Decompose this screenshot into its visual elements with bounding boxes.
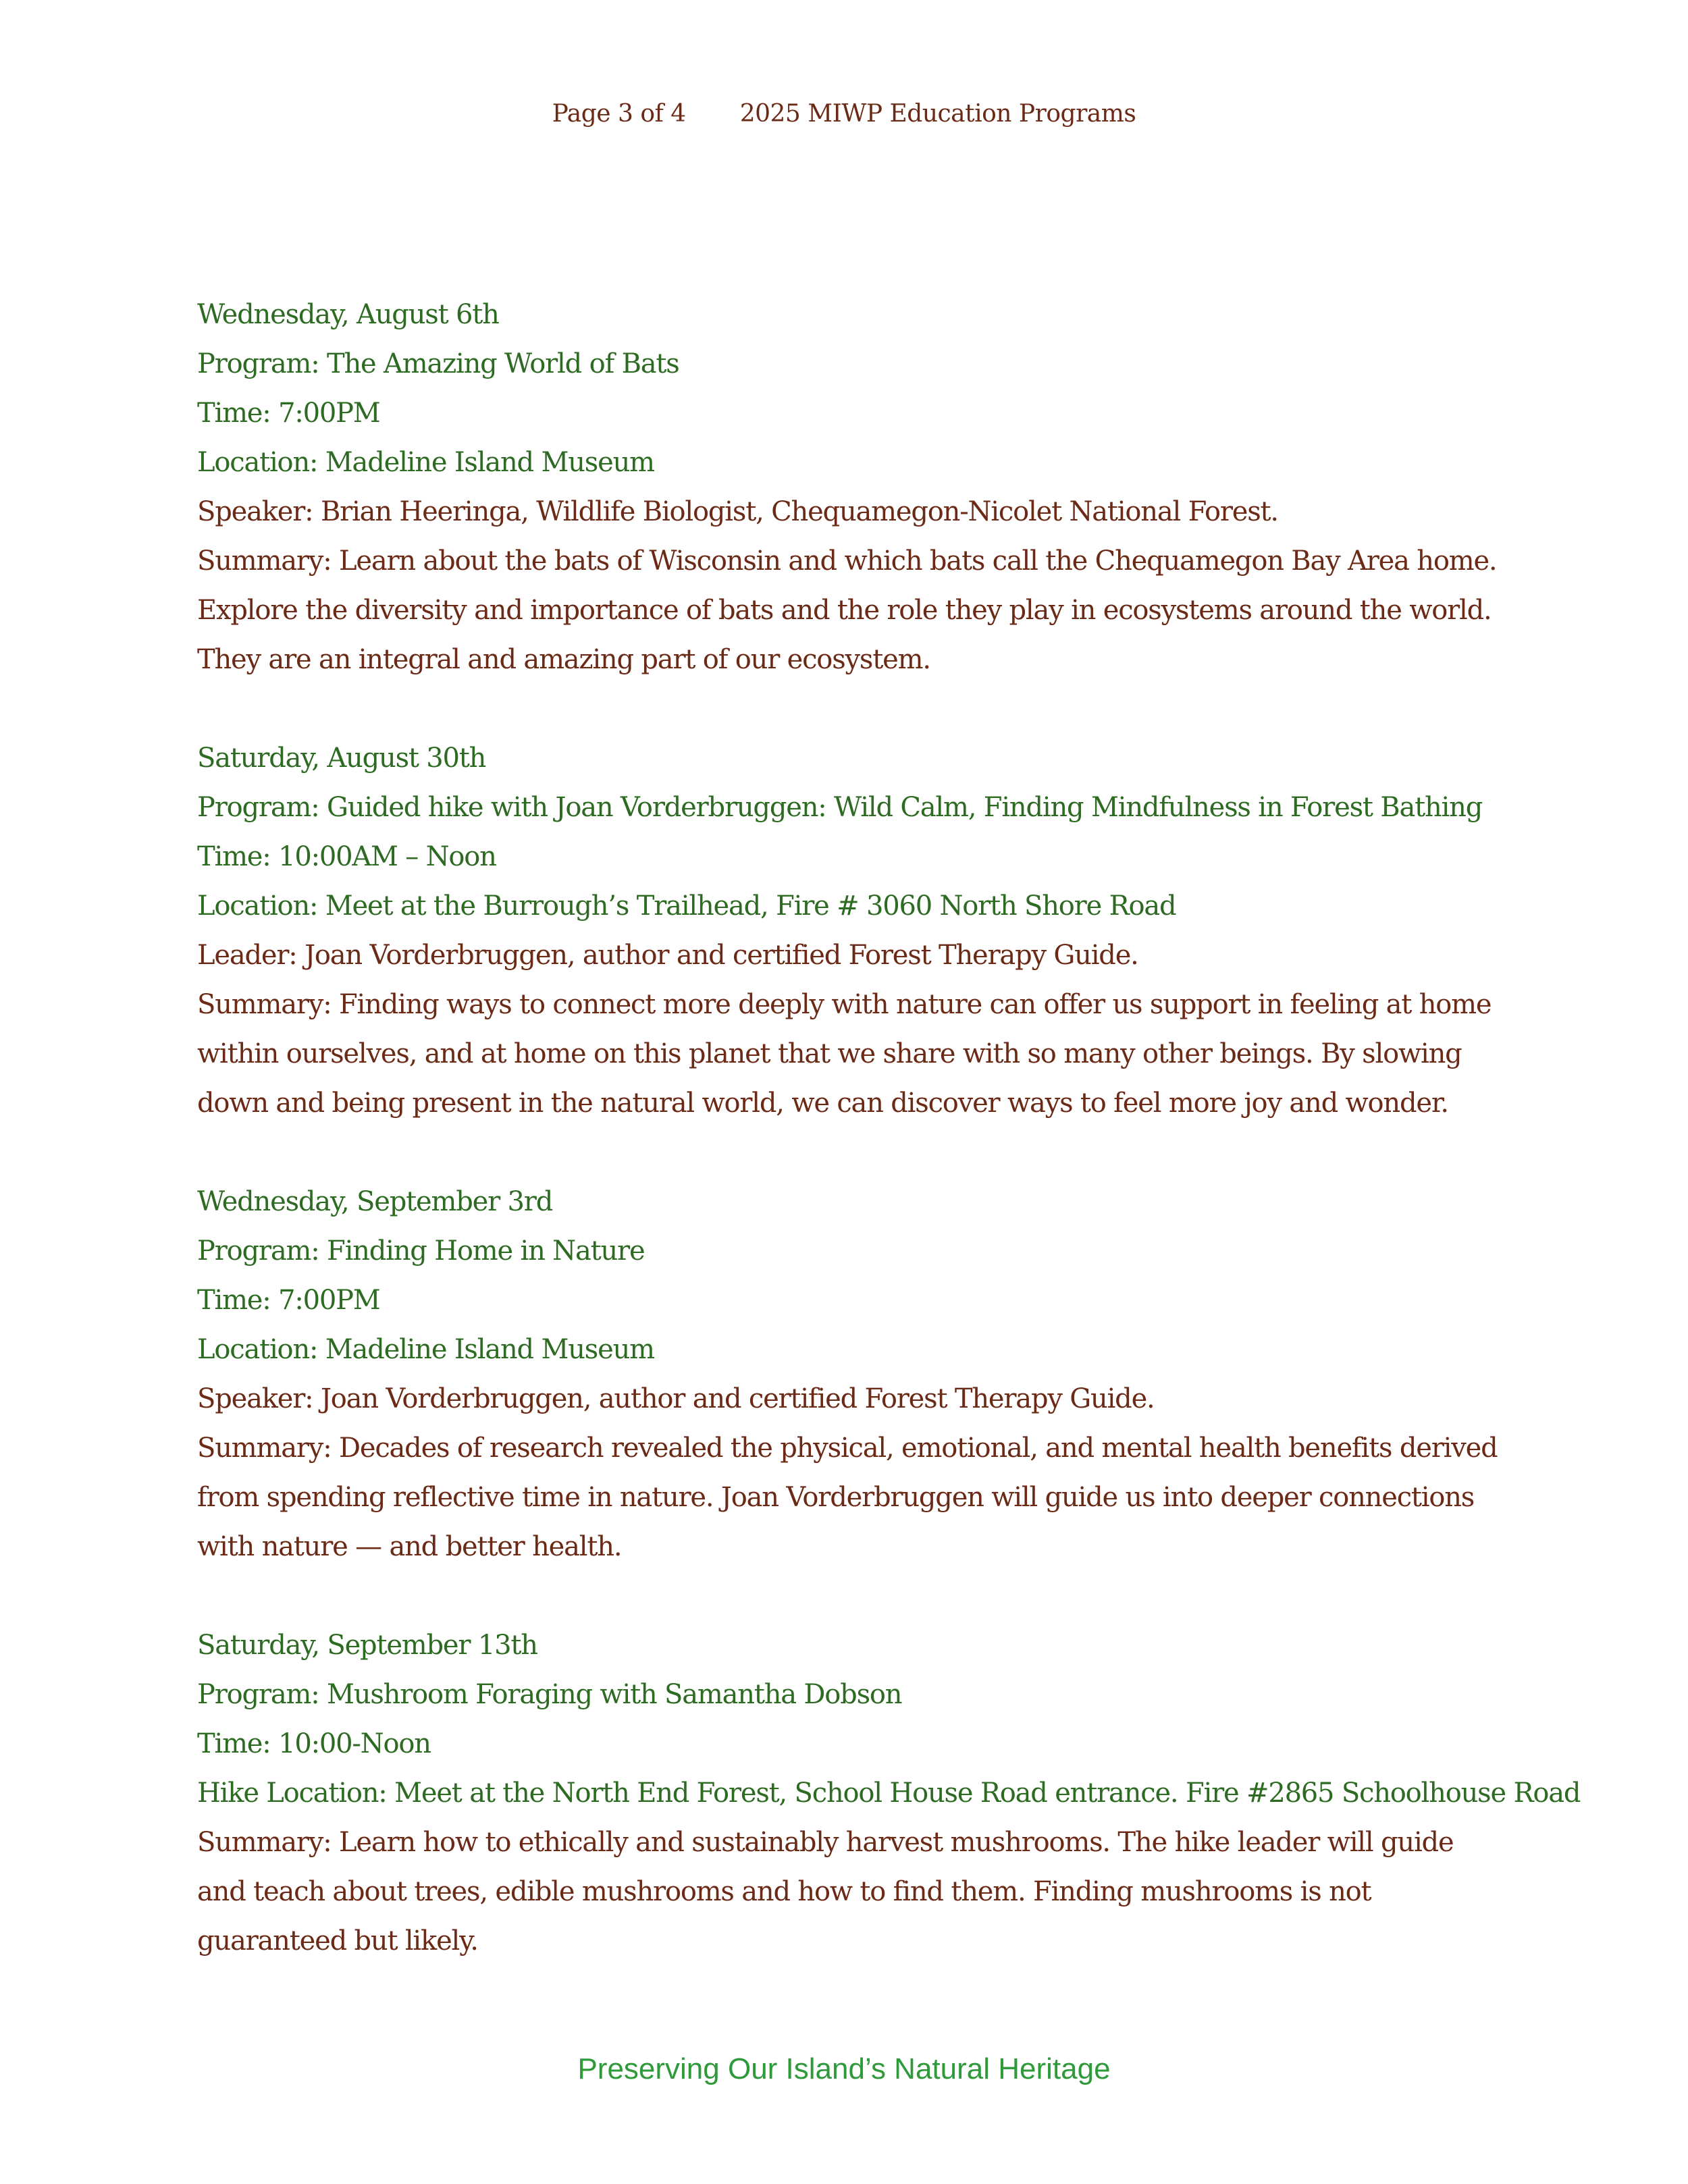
event-location: Location: Meet at the Burrough’s Trailhead, Fire # 3060 North Shore Road bbox=[197, 890, 1176, 922]
event-date: Saturday, September 13th bbox=[197, 1630, 537, 1661]
event-forest-bathing-hike bbox=[197, 734, 1507, 1128]
event-date: Wednesday, September 3rd bbox=[197, 1186, 553, 1217]
event-time: Time: 7:00PM bbox=[197, 1285, 380, 1316]
event-time: Time: 10:00-Noon bbox=[197, 1728, 431, 1759]
event-finding-home bbox=[197, 1177, 1507, 1572]
event-program: Program: The Amazing World of Bats bbox=[197, 348, 679, 379]
event-speaker: Speaker: Joan Vorderbruggen, author and certified Forest Therapy Guide. bbox=[197, 1383, 1155, 1414]
event-location: Location: Madeline Island Museum bbox=[197, 1334, 654, 1365]
event-mushroom-foraging bbox=[197, 1621, 1581, 1966]
event-location: Location: Madeline Island Museum bbox=[197, 447, 654, 478]
event-list bbox=[197, 290, 1581, 2015]
event-summary: Summary: Decades of research revealed the physical, emotional, and mental health benefits derived from spending reflective time in nature. Joan Vorderbruggen will guide us into deeper connections with nature — and better health. bbox=[197, 1433, 1498, 1562]
event-bats bbox=[197, 290, 1507, 685]
event-program: Program: Finding Home in Nature bbox=[197, 1235, 645, 1267]
event-date: Wednesday, August 6th bbox=[197, 299, 499, 330]
event-summary: Summary: Learn about the bats of Wisconsin and which bats call the Chequamegon Bay Area home. Explore the diversity and importance of bats and the role they play in ecosystems around the world. They are an integral and amazing part of our ecosystem. bbox=[197, 545, 1497, 675]
event-date: Saturday, August 30th bbox=[197, 743, 486, 774]
event-speaker: Speaker: Brian Heeringa, Wildlife Biologist, Chequamegon-Nicolet National Forest. bbox=[197, 496, 1278, 527]
event-summary: Summary: Finding ways to connect more deeply with nature can offer us support in feeling at home within ourselves, and at home on this planet that we share with so many other beings. By slowing down and being present in the natural world, we can discover ways to feel more joy and wonder. bbox=[197, 989, 1492, 1119]
event-time: Time: 10:00AM – Noon bbox=[197, 841, 496, 872]
page-header bbox=[0, 100, 1688, 128]
event-leader: Leader: Joan Vorderbruggen, author and certified Forest Therapy Guide. bbox=[197, 940, 1138, 971]
footer-tagline: Preserving Our Island’s Natural Heritage bbox=[577, 2052, 1111, 2085]
event-time: Time: 7:00PM bbox=[197, 398, 380, 429]
document-title: 2025 MIWP Education Programs bbox=[739, 100, 1136, 128]
event-program: Program: Mushroom Foraging with Samantha Dobson bbox=[197, 1679, 902, 1710]
event-summary: Summary: Learn how to ethically and sustainably harvest mushrooms. The hike leader will guide and teach about trees, edible mushrooms and how to find them. Finding mushrooms is not guaranteed but likely. bbox=[197, 1827, 1454, 1956]
page-indicator: Page 3 of 4 bbox=[552, 100, 686, 128]
event-program: Program: Guided hike with Joan Vorderbruggen: Wild Calm, Finding Mindfulness in Forest Bathing bbox=[197, 792, 1483, 823]
event-location: Hike Location: Meet at the North End Forest, School House Road entrance. Fire #2865 Schoolhouse Road bbox=[197, 1778, 1581, 1809]
